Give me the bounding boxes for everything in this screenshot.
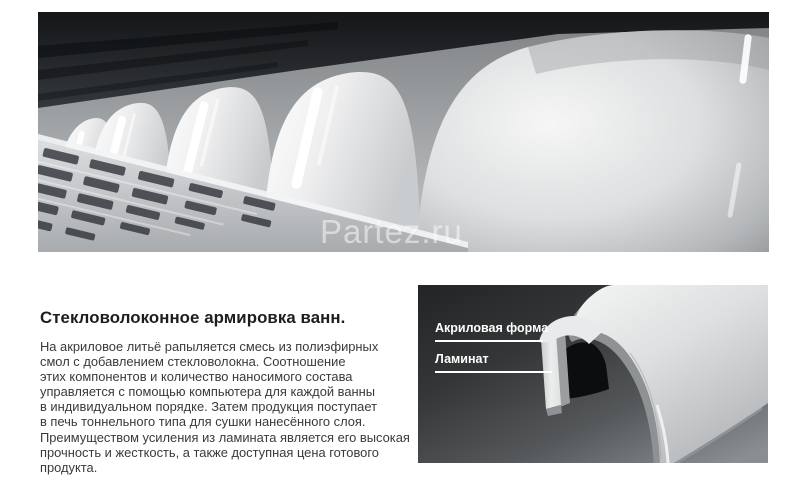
photo-watermark: Partez.ru	[320, 213, 463, 250]
laminate-label	[435, 352, 552, 373]
article-body-line-2: смол с добавлением стекловолокна. Соотношение	[40, 354, 346, 370]
edge-profile-art	[418, 285, 768, 463]
article	[40, 308, 410, 475]
bathtub-edge-diagram	[418, 285, 768, 463]
article-body-line-7: Преимуществом усиления из ламината является его высокая	[40, 429, 410, 445]
article-body-line-4: управляется с помощью компьютера для каждой ванны	[40, 384, 376, 400]
article-body-line-3: этих компонентов и количество наносимого состава	[40, 369, 353, 385]
article-body-line-5: в индивидуальном порядке. Затем продукция поступает	[40, 399, 377, 415]
acrylic-form-label	[435, 321, 549, 342]
laminate-label-text: Ламинат	[435, 352, 489, 366]
article-body	[40, 339, 410, 475]
article-body-line-1: На акриловое литьё рапыляется смесь из полиэфирных	[40, 339, 379, 354]
factory-photo	[38, 12, 769, 252]
acrylic-form-label-text: Акриловая форма	[435, 321, 549, 335]
article-body-line-6: в печь тоннельного типа для сушки нанесённого слоя.	[40, 414, 366, 430]
article-body-line-8: прочность и жесткость, а также доступная цена готового	[40, 444, 379, 460]
article-title: Стекловолоконное армировка ванн.	[40, 308, 346, 327]
article-body-line-9: продукта.	[40, 459, 98, 475]
